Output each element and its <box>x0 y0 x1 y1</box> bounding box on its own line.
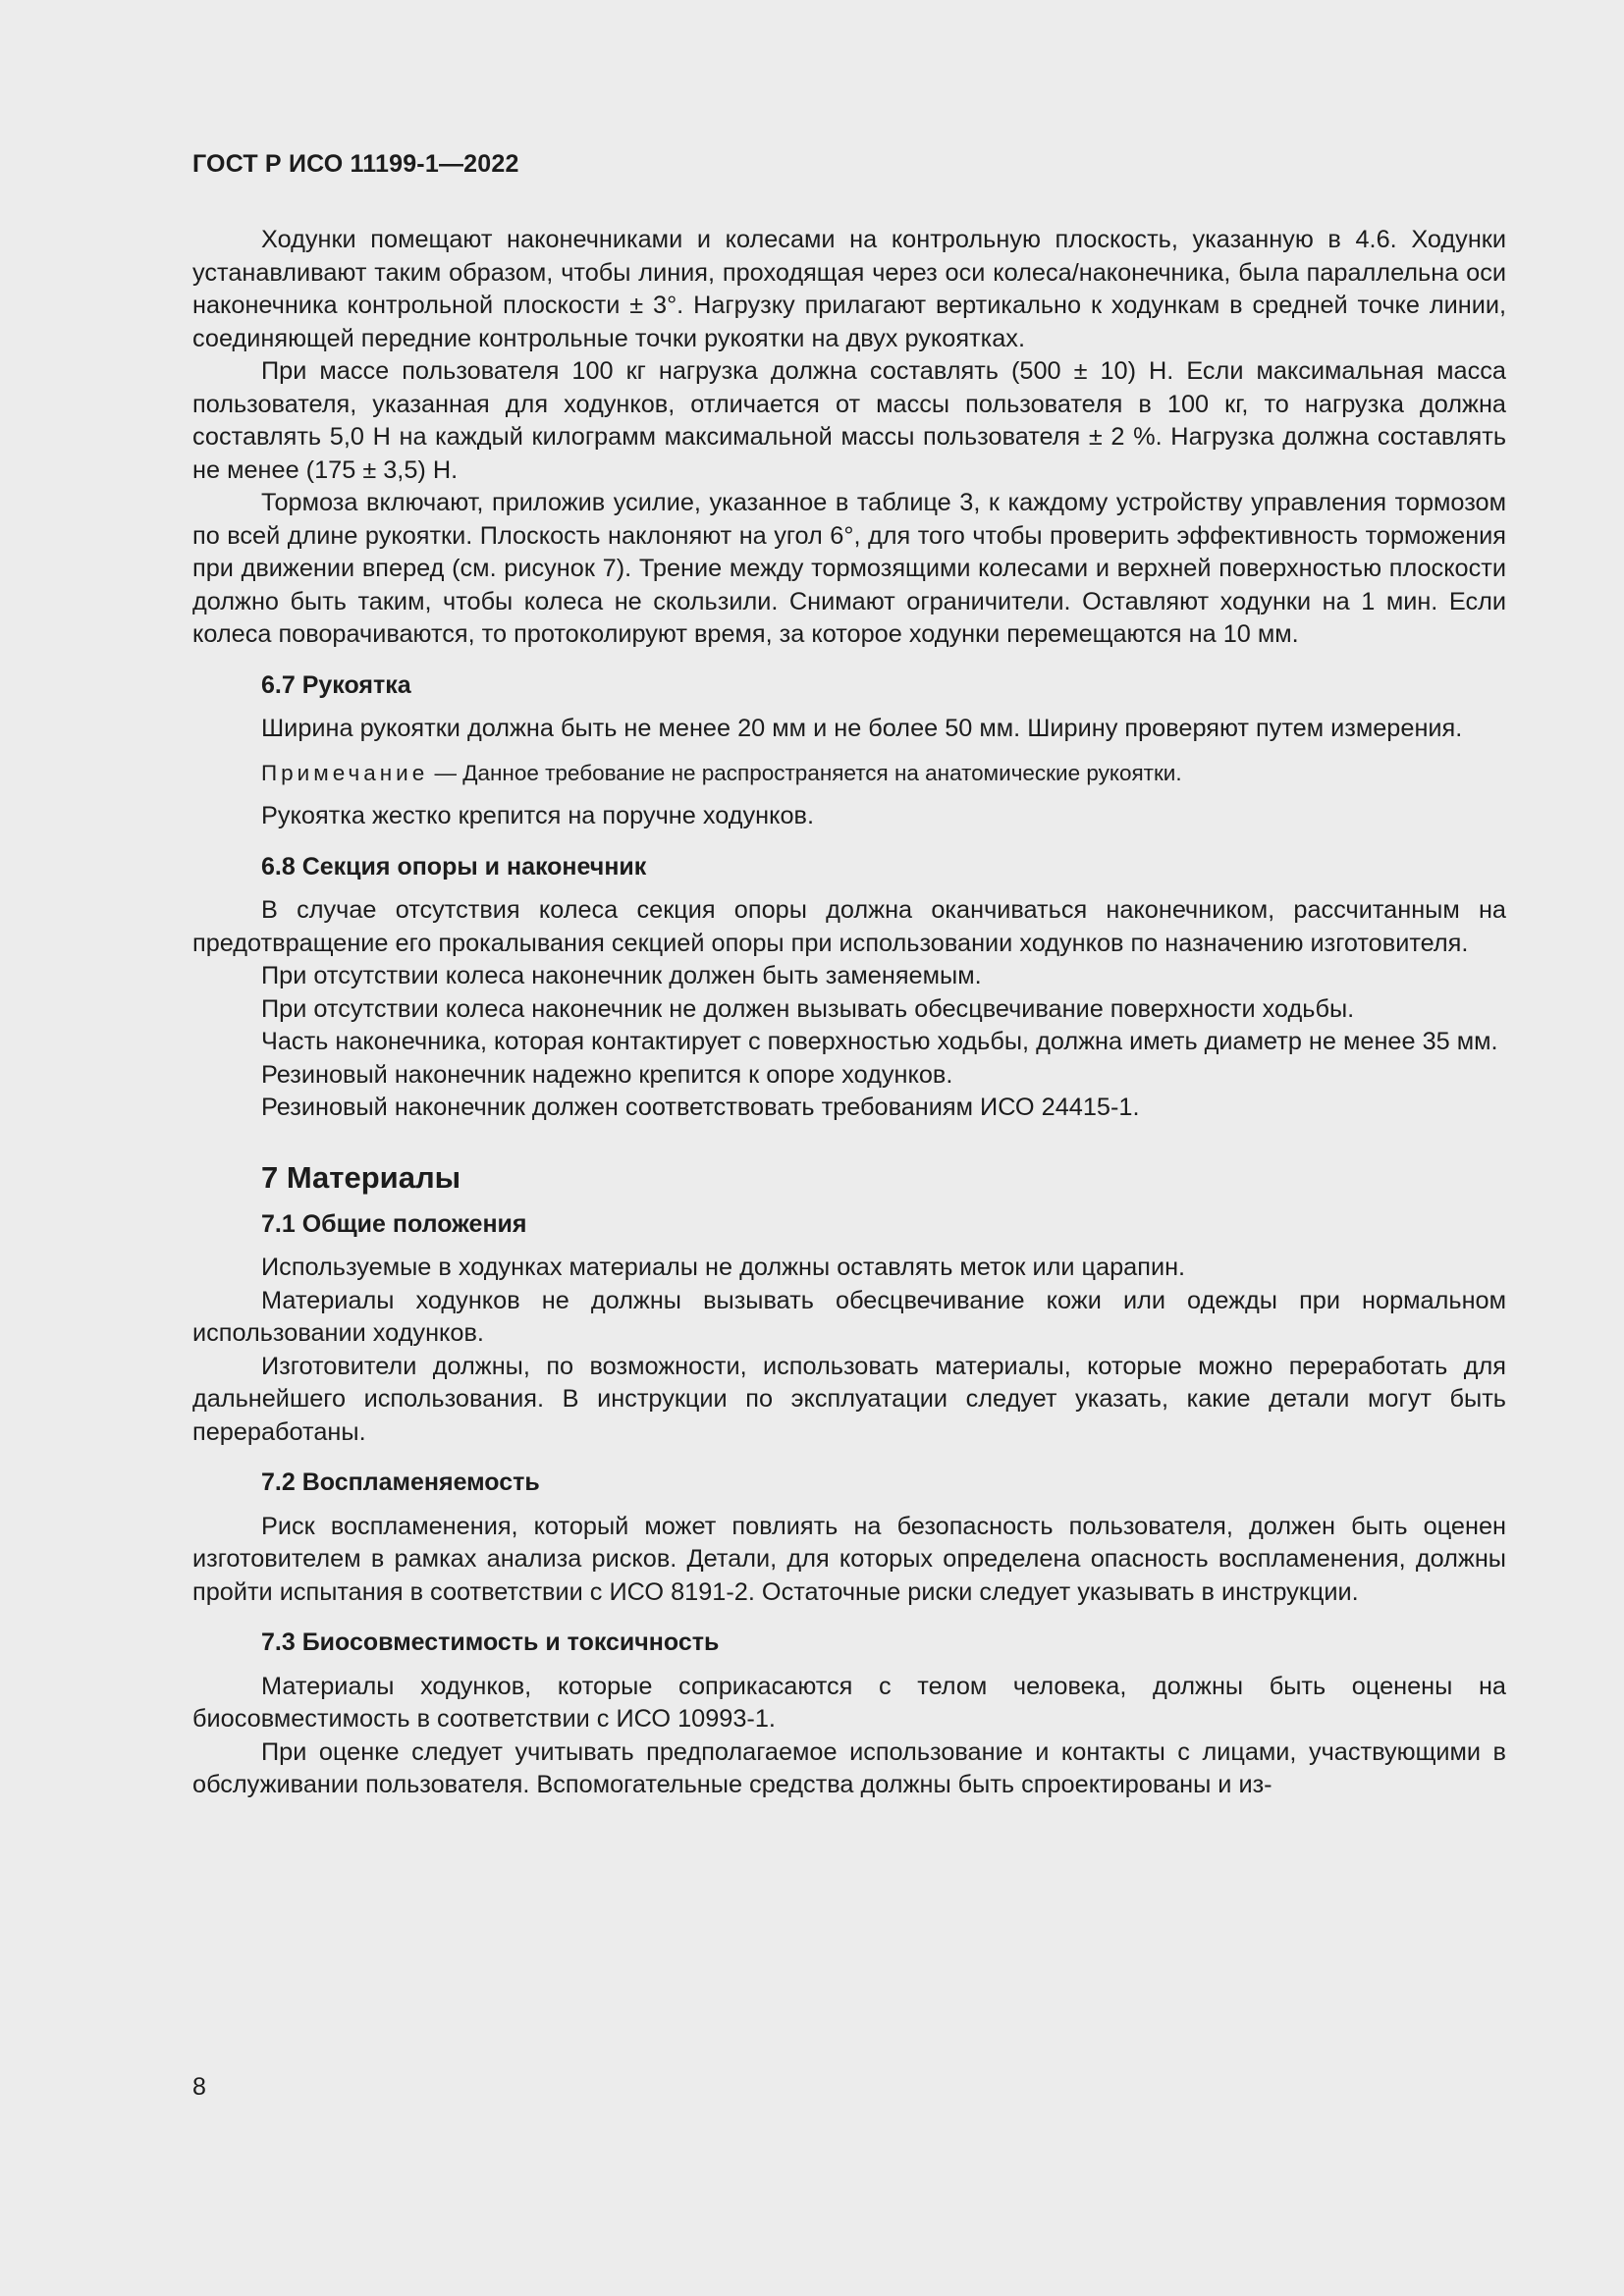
paragraph: Используемые в ходунках материалы не должны оставлять меток или царапин. <box>261 1254 1186 1281</box>
page-number: 8 <box>192 2073 206 2101</box>
document-header: ГОСТ Р ИСО 11199-1—2022 <box>192 150 519 178</box>
note <box>192 757 1506 790</box>
paragraph: Тормоза включают, приложив усилие, указанное в таблице 3, к каждому устройству управления тормозом по всей длине рукоятки. Плоскость наклоняют на угол 6°, для того чтобы проверить эффективность торможения при движении вперед (см. рисунок 7). Трение между тормозящими колесами и верхней поверхностью плоскости должно быть таким, чтобы колеса не скользили. Снимают ограничители. Оставляют ходунки на 1 мин. Если колеса поворачиваются, то протоколируют время, за которое ходунки перемещаются на 10 мм. <box>192 489 1506 648</box>
document-body <box>192 224 1506 1802</box>
paragraph: Материалы ходунков не должны вызывать обесцвечивание кожи или одежды при нормальном использовании ходунков. <box>192 1286 1506 1347</box>
paragraph: Часть наконечника, которая контактирует с поверхностью ходьбы, должна иметь диаметр не менее 35 мм. <box>261 1028 1498 1055</box>
paragraph: В случае отсутствия колеса секция опоры должна оканчиваться наконечником, рассчитанным на предотвращение его прокалывания секцией опоры при использовании ходунков по назначению изготовителя. <box>192 896 1506 957</box>
paragraph: Материалы ходунков, которые соприкасаются с телом человека, должны быть оценены на биосовместимость в соответствии с ИСО 10993-1. <box>192 1672 1506 1733</box>
paragraph: При оценке следует учитывать предполагаемое использование и контакты с лицами, участвующими в обслуживании пользователя. Вспомогательные средства должны быть спроектированы и из- <box>192 1737 1506 1798</box>
section-heading-7-1: 7.1 Общие положения <box>261 1209 527 1238</box>
paragraph: Резиновый наконечник должен соответствовать требованиям ИСО 24415-1. <box>261 1094 1140 1121</box>
paragraph: При отсутствии колеса наконечник не должен вызывать обесцвечивание поверхности ходьбы. <box>261 994 1355 1023</box>
note-label: Примечание <box>261 760 429 785</box>
paragraph: Изготовители должны, по возможности, использовать материалы, которые можно переработать для дальнейшего использования. В инструкции по эксплуатации следует указать, какие детали могут быть переработаны. <box>192 1352 1506 1446</box>
paragraph: При массе пользователя 100 кг нагрузка должна составлять (500 ± 10) Н. Если максимальная масса пользователя, указанная для ходунков, отличается от массы пользователя в 100 кг, то нагрузка должна составлять 5,0 Н на каждый килограмм максимальной массы пользователя ± 2 %. Нагрузка должна составлять не менее (175 ± 3,5) Н. <box>192 357 1506 484</box>
section-heading-6-7: 6.7 Рукоятка <box>261 670 411 699</box>
paragraph: Ходунки помещают наконечниками и колесами на контрольную плоскость, указанную в 4.6. Ходунки устанавливают таким образом, чтобы линия, проходящая через оси колеса/наконечника, была параллельна оси наконечника контрольной плоскости ± 3°. Нагрузку прилагают вертикально к ходункам в средней точке линии, соединяющей передние контрольные точки рукоятки на двух рукоятках. <box>192 226 1506 352</box>
section-heading-7-3: 7.3 Биосовместимость и токсичность <box>261 1629 720 1656</box>
paragraph: Резиновый наконечник надежно крепится к опоре ходунков. <box>261 1060 953 1089</box>
paragraph: Рукоятка жестко крепится на поручне ходунков. <box>261 802 814 829</box>
section-heading-7-2: 7.2 Воспламеняемость <box>261 1468 540 1496</box>
section-heading-7: 7 Материалы <box>261 1159 461 1195</box>
paragraph: Риск воспламенения, который может повлиять на безопасность пользователя, должен быть оценен изготовителем в рамках анализа рисков. Детали, для которых определена опасность воспламенения, должны пройти испытания в соответствии с ИСО 8191-2. Остаточные риски следует указывать в инструкции. <box>192 1512 1506 1606</box>
paragraph: Ширина рукоятки должна быть не менее 20 мм и не более 50 мм. Ширину проверяют путем измерения. <box>261 715 1463 742</box>
section-heading-6-8: 6.8 Секция опоры и наконечник <box>261 852 647 881</box>
paragraph: При отсутствии колеса наконечник должен быть заменяемым. <box>261 962 982 989</box>
note-text: — Данное требование не распространяется на анатомические рукоятки. <box>428 760 1182 785</box>
